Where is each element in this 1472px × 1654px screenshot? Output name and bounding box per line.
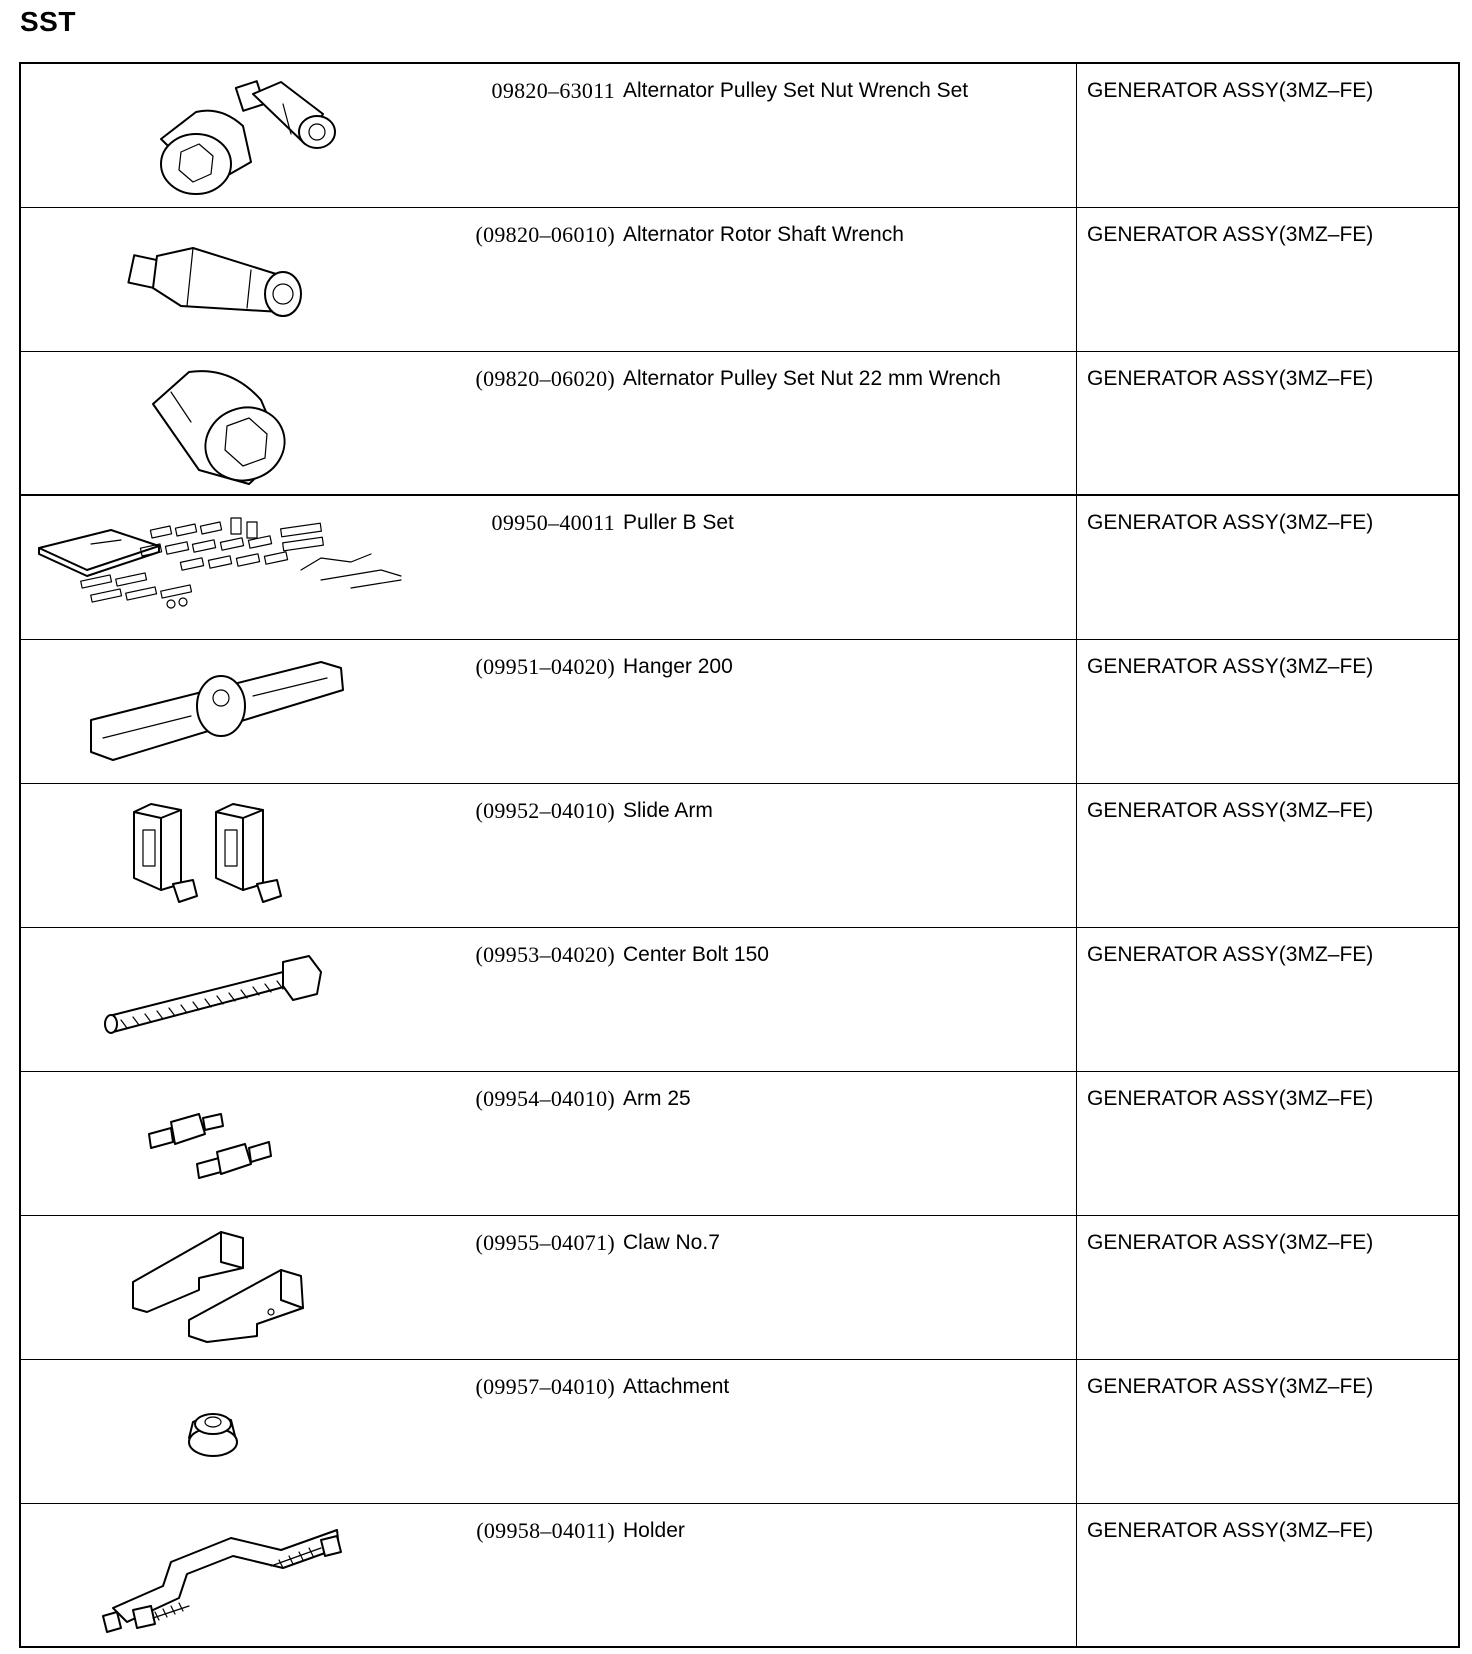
table-row [20,207,1459,351]
tool-name: Center Bolt 150 [623,942,769,966]
application: GENERATOR ASSY(3MZ–FE) [1087,1086,1374,1110]
slide-arm-illustration [21,784,441,928]
table-row [20,639,1459,783]
tool-name: Alternator Pulley Set Nut 22 mm Wrench [623,366,1001,390]
tool-name: Holder [623,1518,685,1542]
application-cell [1077,927,1460,1071]
application-cell [1077,495,1460,639]
application-cell [1077,207,1460,351]
table-row [20,351,1459,495]
puller-b-set-illustration [21,496,441,640]
tool-name: Arm 25 [623,1086,691,1110]
tool-cell [20,1359,1077,1503]
application-cell [1077,63,1460,207]
pulley-set-nut-22mm-wrench-illustration [21,352,441,496]
table-row [20,1359,1459,1503]
part-number: 09820–63011 [491,78,615,103]
application-cell [1077,1215,1460,1359]
application: GENERATOR ASSY(3MZ–FE) [1087,1518,1374,1542]
application: GENERATOR ASSY(3MZ–FE) [1087,222,1374,246]
part-number: (09951–04020) [475,653,615,679]
tool-cell [20,783,1077,927]
table-row [20,783,1459,927]
table-row [20,495,1459,639]
tool-name: Claw No.7 [623,1230,720,1254]
part-number: (09954–04010) [475,1085,615,1111]
application-cell [1077,783,1460,927]
claw-no7-illustration [21,1216,441,1360]
table-row [20,1503,1459,1647]
part-number: (09820–06010) [475,221,615,247]
page-title: SST [20,6,76,37]
tool-name: Attachment [623,1374,730,1398]
tool-name: Alternator Rotor Shaft Wrench [623,222,904,246]
tool-cell [20,1503,1077,1647]
tool-name: Slide Arm [623,798,713,822]
tool-cell [20,495,1077,639]
arm-25-illustration [21,1072,441,1216]
tool-cell [20,1071,1077,1215]
application: GENERATOR ASSY(3MZ–FE) [1087,1230,1374,1254]
part-number: (09958–04011) [476,1517,615,1543]
application: GENERATOR ASSY(3MZ–FE) [1087,1374,1374,1398]
application-cell [1077,1359,1460,1503]
table-row [20,1071,1459,1215]
attachment-illustration [21,1360,441,1504]
application-cell [1077,639,1460,783]
application-cell [1077,351,1460,495]
application: GENERATOR ASSY(3MZ–FE) [1087,798,1374,822]
holder-illustration [21,1504,441,1648]
tool-cell [20,927,1077,1071]
tool-cell [20,351,1077,495]
part-number: (09955–04071) [475,1229,615,1255]
sst-table [19,62,1460,1648]
table-row [20,63,1459,207]
application: GENERATOR ASSY(3MZ–FE) [1087,366,1374,390]
application: GENERATOR ASSY(3MZ–FE) [1087,654,1374,678]
tool-cell [20,639,1077,783]
pulley-set-nut-wrench-set-illustration [21,64,441,208]
table-row [20,1215,1459,1359]
tool-name: Alternator Pulley Set Nut Wrench Set [623,79,969,102]
part-number: (09957–04010) [475,1373,615,1399]
application-cell [1077,1071,1460,1215]
part-number: (09953–04020) [475,941,615,967]
table-row [20,927,1459,1071]
center-bolt-150-illustration [21,928,441,1072]
application: GENERATOR ASSY(3MZ–FE) [1087,79,1374,102]
tool-cell [20,63,1077,207]
tool-cell [20,207,1077,351]
application: GENERATOR ASSY(3MZ–FE) [1087,511,1374,534]
part-number: (09952–04010) [475,797,615,823]
part-number: 09950–40011 [491,510,615,535]
application: GENERATOR ASSY(3MZ–FE) [1087,942,1374,966]
rotor-shaft-wrench-illustration [21,208,441,352]
application-cell [1077,1503,1460,1647]
tool-cell [20,1215,1077,1359]
hanger-200-illustration [21,640,441,784]
tool-name: Hanger 200 [623,654,733,678]
tool-name: Puller B Set [623,511,734,534]
part-number: (09820–06020) [475,365,615,391]
